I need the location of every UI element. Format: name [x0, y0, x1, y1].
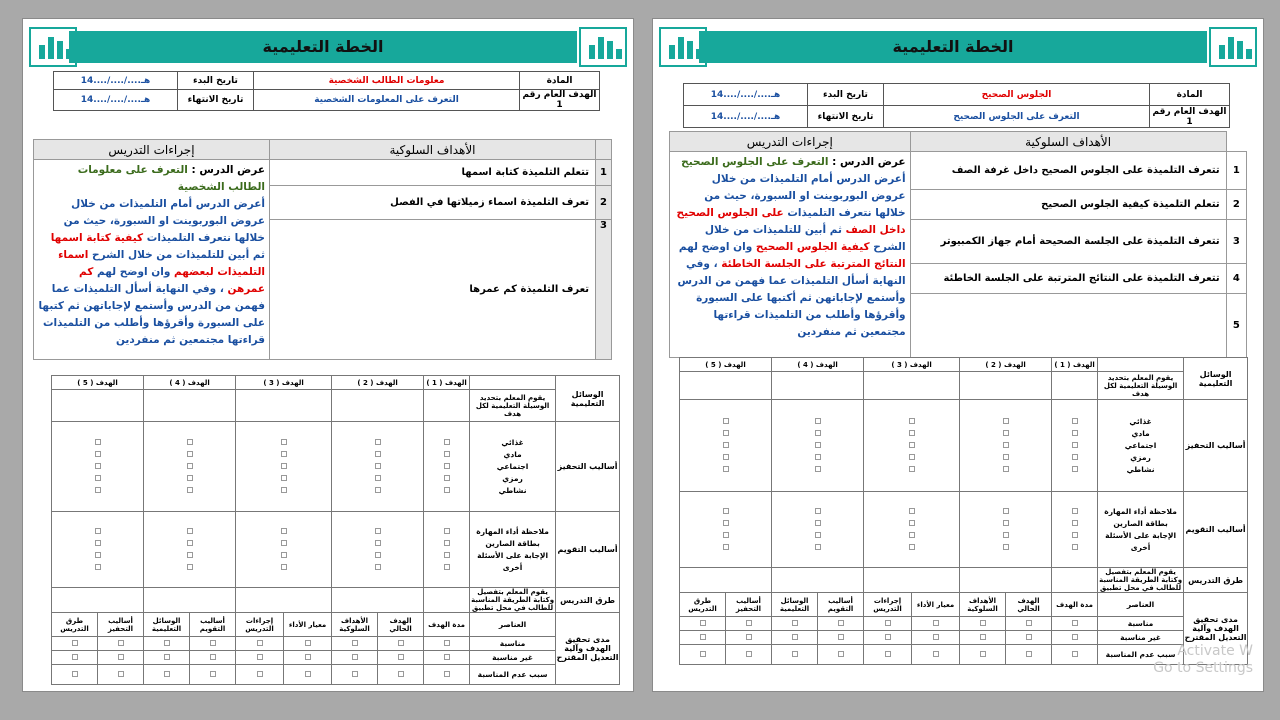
lesson-intro-label: عرض الدرس :	[191, 164, 265, 176]
lesson-procedure	[670, 152, 911, 358]
checkbox-column[interactable]	[332, 512, 424, 588]
objective-number: 3	[1226, 220, 1246, 264]
lesson-text: أعرض الدرس أمام التلميذات من خلال عروض البوربوينت او السبورة، حيث من خلالها نتعرف التلميذات	[704, 173, 906, 219]
checkbox-column[interactable]	[236, 422, 332, 512]
objective-2[interactable]: تتعلم التلميذة كيفية الجلوس الصحيح	[910, 190, 1226, 220]
method-note: يقوم المعلم بتفصيل وكتابة الطريقة المناسبة للطالب في محل تطبيق	[1099, 568, 1183, 592]
checkbox-column[interactable]	[52, 422, 144, 512]
objective-number: 2	[596, 186, 612, 220]
lesson-text: ثم أبين للتلميذات من خلال الشرح	[704, 224, 906, 253]
achieve-label: مدى تحقيق الهدف وآلية التعديل المقترح	[556, 613, 620, 685]
general-goal-label: الهدف العام رقم 1	[520, 90, 600, 111]
objectives-table	[669, 131, 1247, 358]
subject-label: المادة	[1150, 84, 1230, 106]
method-note: يقوم المعلم بتفصيل وكتابة الطريقة المناسبة للطالب في محل تطبيق	[471, 588, 555, 612]
objective-4[interactable]: تتعرف التلميذة على النتائج المترتبة على الجلسة الخاطئة	[910, 264, 1226, 294]
start-date-value[interactable]: 14..../..../....هـ	[684, 84, 808, 106]
logo-icon	[1209, 27, 1257, 67]
checkbox-column[interactable]	[424, 512, 470, 588]
lesson-highlight: كيفية الجلوس الصحيح	[755, 241, 870, 253]
lesson-text: أعرض الدرس أمام التلميذات من خلال عروض البوربوينت او السبورة، حيث من خلالها نتعرف التلميذات	[63, 198, 265, 244]
objective-2[interactable]: تعرف التلميذة اسماء زميلاتها في الفصل	[270, 186, 596, 220]
checkbox-column[interactable]	[332, 422, 424, 512]
objective-number: 3	[596, 220, 612, 360]
achieve-row-label: سبب عدم المناسبة	[470, 665, 556, 685]
objective-1[interactable]: تتعلم التلميذة كتابة اسمها	[270, 160, 596, 186]
checkbox-column[interactable]	[772, 400, 864, 492]
bottom-table: ( 5 ) الهدف ( 4 ) الهدف ( 3 ) الهدف ( 2 ) الهدف ( 1 ) الهدف الوسائل التعليمية يقوم المعلم بتحديد الوسيلة التعليمية لكل هدف غذائي مادي اجتماعي رمزي نشاطي أساليب التحفيز ملاحظة أداء المهارة بطاقة الصارين الإجابة على الأسئلة أخرى أساليب التقويم يقوم المعلم بتفصيل وكتابة الطريقة المناسبة للطالب في محل تطبيق طرق التدريس طرق التدريس أساليب التحفيز الوسائل التعليمية أساليب التقويم إجراءات التدريس معيار الأداء الأهداف السلوكية الهدف الحالي مدة الهدف العناصر مدى تحقيق الهدف وآلية التعديل المقترح مناسبة غير مناسبة سبب عدم المناسبة	[51, 375, 620, 685]
objective-number: 4	[1226, 264, 1246, 294]
checkbox-column[interactable]	[1052, 492, 1098, 568]
goal-4-header: ( 4 ) الهدف	[144, 376, 236, 390]
achieve-row-label: مناسبة	[1098, 617, 1184, 631]
end-date-value[interactable]: 14..../..../....هـ	[684, 106, 808, 128]
checkbox-column[interactable]	[1052, 400, 1098, 492]
reinforce-items: غذائي مادي اجتماعي رمزي نشاطي	[1098, 400, 1184, 492]
plan-header	[29, 27, 627, 69]
info-table	[53, 71, 600, 111]
checkbox-column[interactable]	[772, 492, 864, 568]
checkbox-column[interactable]	[144, 422, 236, 512]
objective-1[interactable]: تتعرف التلميذة على الجلوس الصحيح داخل غرفة الصف	[910, 152, 1226, 190]
plan-title: الخطة التعليمية	[69, 31, 577, 63]
eval-label: أساليب التقويم	[556, 512, 620, 588]
checkbox-column[interactable]	[144, 512, 236, 588]
procedures-header: إجراءات التدريس	[670, 132, 911, 152]
bottom-table: ( 5 ) الهدف ( 4 ) الهدف ( 3 ) الهدف ( 2 ) الهدف ( 1 ) الهدف الوسائل التعليمية يقوم المعلم بتحديد الوسيلة التعليمية لكل هدف غذائي مادي اجتماعي رمزي نشاطي أساليب التحفيز ملاحظة أداء المهارة بطاقة الصارين الإجابة على الأسئلة أخرى أساليب التقويم يقوم المعلم بتفصيل وكتابة الطريقة المناسبة للطالب في محل تطبيق طرق التدريس طرق التدريس أساليب التحفيز الوسائل التعليمية أساليب التقويم إجراءات التدريس معيار الأداء الأهداف السلوكية الهدف الحالي مدة الهدف العناصر مدى تحقيق الهدف وآلية التعديل المقترح مناسبة غير مناسبة سبب عدم المناسبة	[679, 357, 1248, 665]
end-date-label: تاريخ الانتهاء	[808, 106, 884, 128]
achieve-label: مدى تحقيق الهدف وآلية التعديل المقترح	[1184, 593, 1248, 665]
goal-4-header: ( 4 ) الهدف	[772, 358, 864, 372]
lesson-intro-title: التعرف على الجلوس الصحيح	[681, 156, 829, 168]
checkbox-column[interactable]	[960, 492, 1052, 568]
lesson-text: ، وفي النهاية أسأل التلميذات عما فهمن من الدرس وأستمع لإجاباتهن ثم أكتبها على السبورة وأقرؤها وأطلب من التلميذات قراءتها مجتمعين ثم منفردين	[677, 258, 906, 338]
lesson-highlight: على الجلوس الصحيح داخل الصف	[676, 207, 906, 236]
objective-number: 5	[1226, 294, 1246, 358]
checkbox-column[interactable]	[236, 512, 332, 588]
goal-5-header: ( 5 ) الهدف	[680, 358, 772, 372]
lesson-text: ، وفي النهاية أسأل التلميذات عما فهمن من الدرس وأستمع لإجاباتهن ثم كتبها على السبورة وأقرؤها وأطلب من التلميذات قراءتها مجتمعين ثم منفردين	[38, 283, 265, 346]
logo-icon	[579, 27, 627, 67]
objective-number: 1	[1226, 152, 1246, 190]
eval-items: ملاحظة أداء المهارة بطاقة الصارين الإجابة على الأسئلة أخرى	[1098, 492, 1184, 568]
subject-value[interactable]: معلومات الطالب الشخصية	[254, 72, 520, 90]
start-date-value[interactable]: 14..../..../....هـ	[54, 72, 178, 90]
objective-3[interactable]: تعرف التلميذة كم عمرها	[270, 220, 596, 360]
lesson-highlight: كيفية كتابة اسمها	[50, 232, 144, 244]
lesson-text: وان اوضح لهم	[678, 241, 753, 253]
achieve-row-label: العناصر	[470, 613, 556, 637]
objective-number: 2	[1226, 190, 1246, 220]
checkbox-column[interactable]	[52, 512, 144, 588]
reinforce-label: أساليب التحفيز	[556, 422, 620, 512]
end-date-value[interactable]: 14..../..../....هـ	[54, 90, 178, 111]
aids-note: يقوم المعلم بتحديد الوسيلة التعليمية لكل هدف	[1098, 372, 1184, 400]
activation-watermark: Activate W Go to Settings	[1153, 643, 1253, 676]
aids-label: الوسائل التعليمية	[1184, 358, 1248, 400]
info-table	[683, 83, 1230, 128]
eval-items: ملاحظة أداء المهارة بطاقة الصارين الإجابة على الأسئلة أخرى	[470, 512, 556, 588]
method-label: طرق التدريس	[556, 588, 620, 613]
goal-1-header: ( 1 ) الهدف	[424, 376, 470, 390]
checkbox-column[interactable]	[424, 422, 470, 512]
aids-note: يقوم المعلم بتحديد الوسيلة التعليمية لكل هدف	[470, 390, 556, 422]
goal-1-header: ( 1 ) الهدف	[1052, 358, 1098, 372]
general-goal-value[interactable]: التعرف على المعلومات الشخصية	[254, 90, 520, 111]
achieve-row-label: غير مناسبة	[1098, 631, 1184, 645]
start-date-label: تاريخ البدء	[808, 84, 884, 106]
reinforce-label: أساليب التحفيز	[1184, 400, 1248, 492]
lesson-highlight: اسماء التلميذات لبعضهم	[58, 249, 265, 278]
objectives-table	[33, 139, 612, 360]
achieve-row-label: العناصر	[1098, 593, 1184, 617]
checkbox-column[interactable]	[864, 400, 960, 492]
goal-3-header: ( 3 ) الهدف	[864, 358, 960, 372]
checkbox-column[interactable]	[680, 400, 772, 492]
left-plan-page	[22, 18, 634, 692]
achieve-row-label: غير مناسبة	[470, 651, 556, 665]
procedures-header: إجراءات التدريس	[34, 140, 270, 160]
plan-title: الخطة التعليمية	[699, 31, 1207, 63]
lesson-highlight: النتائج المترتبة على الجلسة الخاطئة	[721, 258, 906, 270]
subject-value[interactable]: الجلوس الصحيح	[884, 84, 1150, 106]
objective-3[interactable]: تتعرف التلميذة على الجلسة الصحيحة أمام جهاز الكمبيوتر	[910, 220, 1226, 264]
objectives-header: الأهداف السلوكية	[910, 132, 1226, 152]
lesson-highlight: كم عمرهن	[79, 266, 265, 295]
eval-label: أساليب التقويم	[1184, 492, 1248, 568]
objective-number: 1	[596, 160, 612, 186]
objectives-header: الأهداف السلوكية	[270, 140, 596, 160]
start-date-label: تاريخ البدء	[178, 72, 254, 90]
general-goal-value[interactable]: التعرف على الجلوس الصحيح	[884, 106, 1150, 128]
achieve-row-label: مناسبة	[470, 637, 556, 651]
lesson-procedure	[34, 160, 270, 360]
lesson-text: وان اوضح لهم	[97, 266, 171, 278]
goal-2-header: ( 2 ) الهدف	[332, 376, 424, 390]
general-goal-label: الهدف العام رقم 1	[1150, 106, 1230, 128]
achieve-row-label: سبب عدم المناسبة	[1098, 645, 1184, 665]
end-date-label: تاريخ الانتهاء	[178, 90, 254, 111]
checkbox-column[interactable]	[680, 492, 772, 568]
goal-3-header: ( 3 ) الهدف	[236, 376, 332, 390]
aids-label: الوسائل التعليمية	[556, 376, 620, 422]
checkbox-column[interactable]	[864, 492, 960, 568]
objective-5[interactable]	[910, 294, 1226, 358]
subject-label: المادة	[520, 72, 600, 90]
lesson-intro-label: عرض الدرس :	[832, 156, 906, 168]
method-label: طرق التدريس	[1184, 568, 1248, 593]
checkbox-column[interactable]	[960, 400, 1052, 492]
reinforce-items: غذائي مادي اجتماعي رمزي نشاطي	[470, 422, 556, 512]
lesson-text: ثم أبين للتلميذات من خلال الشرح	[92, 249, 265, 261]
right-plan-page	[652, 18, 1264, 692]
lesson-intro-title: التعرف على معلومات الطالب الشخصية	[77, 164, 265, 193]
goal-2-header: ( 2 ) الهدف	[960, 358, 1052, 372]
goal-5-header: ( 5 ) الهدف	[52, 376, 144, 390]
plan-header	[659, 27, 1257, 69]
